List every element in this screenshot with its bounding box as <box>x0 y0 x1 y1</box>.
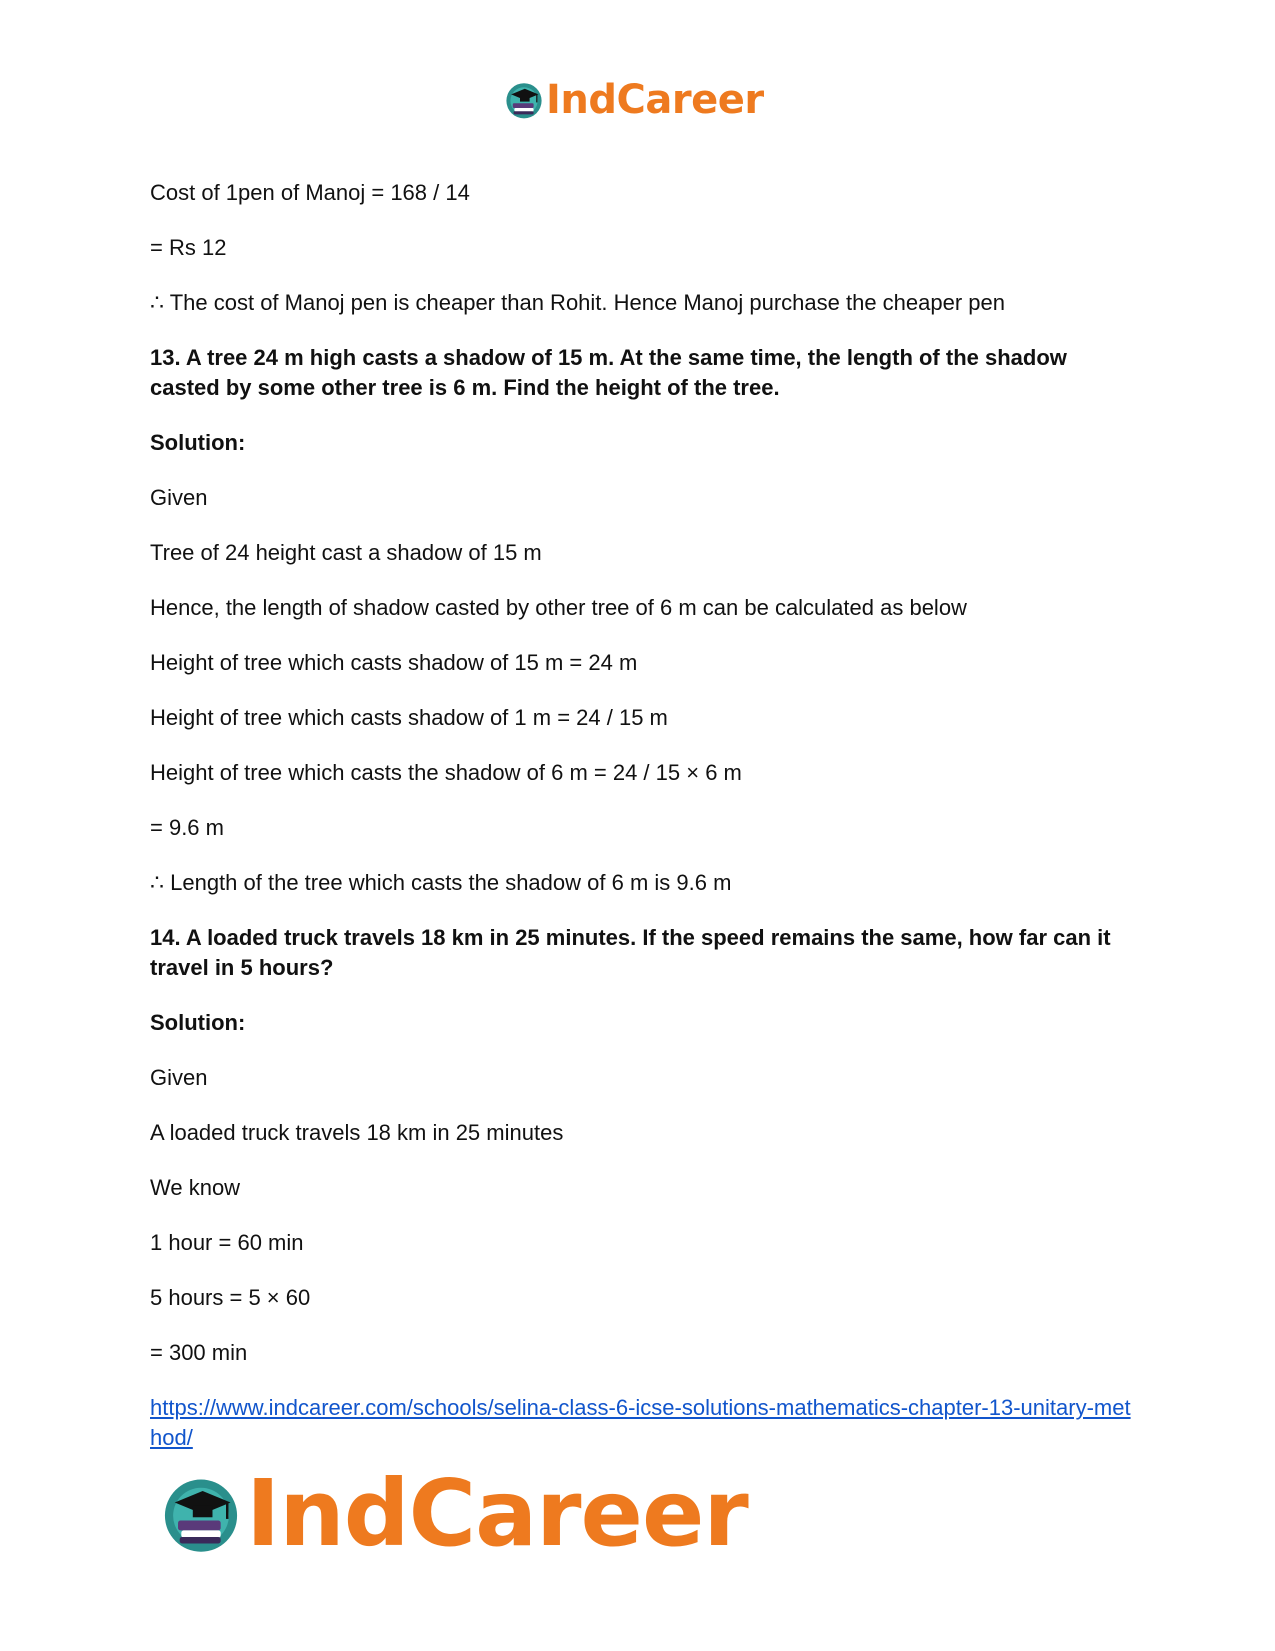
question-14: 14. A loaded truck travels 18 km in 25 minutes. If the speed remains the same, how far can it travel in 5 hours? <box>150 925 1111 980</box>
solution-heading: Solution: <box>150 430 246 455</box>
text-line: A loaded truck travels 18 km in 25 minutes <box>150 1120 564 1145</box>
brand-wordmark: IndCareer <box>546 77 764 123</box>
graduation-cap-book-globe-icon <box>160 1473 242 1555</box>
graduation-cap-book-globe-icon <box>504 80 544 120</box>
solution-heading: Solution: <box>150 1010 246 1035</box>
question-13: 13. A tree 24 m high casts a shadow of 15 m. At the same time, the length of the shadow casted by some other tree is 6 m. Find the height of the tree. <box>150 345 1067 400</box>
text-line: Given <box>150 485 208 510</box>
text-line: We know <box>150 1175 241 1200</box>
text-line: = 300 min <box>150 1340 248 1365</box>
text-line: Cost of 1pen of Manoj = 168 / 14 <box>150 180 470 205</box>
text-line: 5 hours = 5 × 60 <box>150 1285 311 1310</box>
text-line: ∴ The cost of Manoj pen is cheaper than Rohit. Hence Manoj purchase the cheaper pen <box>150 290 1006 315</box>
text-line: Hence, the length of shadow casted by other tree of 6 m can be calculated as below <box>150 595 967 620</box>
text-line: = Rs 12 <box>150 235 227 260</box>
text-line: ∴ Length of the tree which casts the shadow of 6 m is 9.6 m <box>150 870 732 895</box>
text-line: Height of tree which casts shadow of 1 m = 24 / 15 m <box>150 705 668 730</box>
footer-logo <box>160 1460 748 1567</box>
header-logo <box>504 77 764 123</box>
text-line: Height of tree which casts the shadow of 6 m = 24 / 15 × 6 m <box>150 760 742 785</box>
text-line: Tree of 24 height cast a shadow of 15 m <box>150 540 542 565</box>
text-line: = 9.6 m <box>150 815 224 840</box>
source-link[interactable]: https://www.indcareer.com/schools/selina-class-6-icse-solutions-mathematics-chapter-13-unitary-method/ <box>150 1395 1131 1450</box>
text-line: 1 hour = 60 min <box>150 1230 304 1255</box>
document-body <box>150 178 1135 1478</box>
text-line: Given <box>150 1065 208 1090</box>
text-line: Height of tree which casts shadow of 15 m = 24 m <box>150 650 638 675</box>
brand-wordmark: IndCareer <box>246 1460 748 1567</box>
text-lines <box>150 178 1135 1368</box>
